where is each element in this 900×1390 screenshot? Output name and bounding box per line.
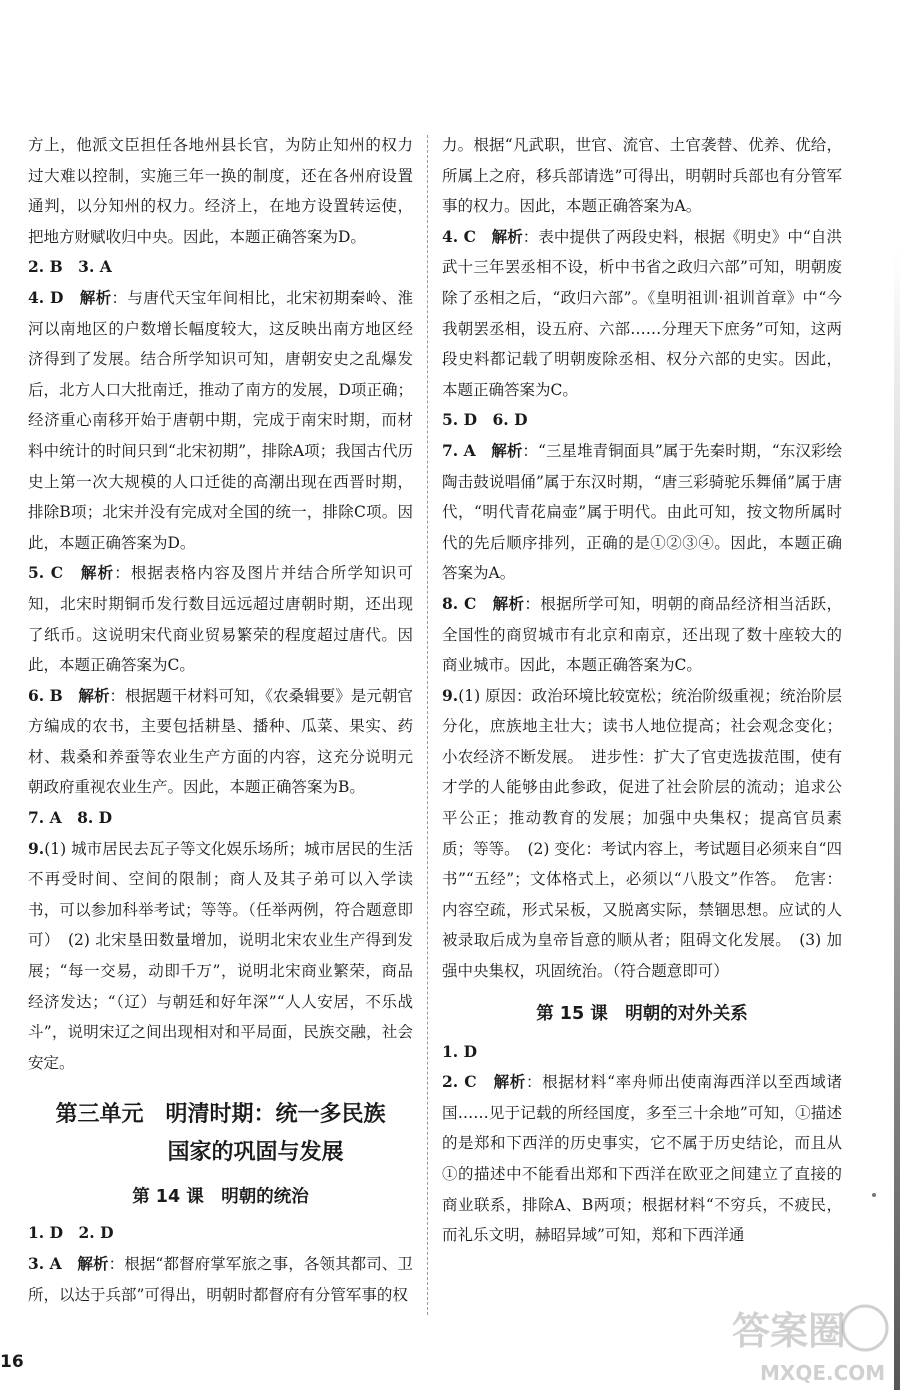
- question-2-answer: [442, 1067, 842, 1251]
- answer-number: 3. A: [28, 1254, 62, 1273]
- analysis-text: ：与唐代天宝年间相比，北宋初期秦岭、淮河以南地区的户数增长幅度较大，这反映出南方地区经济得到了发展。结合所学知识可知，唐朝安史之乱爆发后，北方人口大批南迁，推动了南方的发展，D项正确；经济重心南移开始于唐朝中期，完成于南宋时期，而材料中统计的时间只到“北宋初期”，排除A项；我国古代历史上第一次大规模的人口迁徙的高潮出现在西晋时期，排除B项；北宋并没有完成对全国的统一，排除C项。因此，本题正确答案为D。: [28, 288, 413, 552]
- analysis-label: 解析: [492, 593, 525, 613]
- answer-numbers: 1. D 2. D: [28, 1223, 114, 1243]
- analysis-text: ：“三星堆青铜面具”属于先秦时期，“东汉彩绘陶击鼓说唱俑”属于东汉时期，“唐三彩骑驼乐舞俑”属于唐代，“明代青花扁壶”属于明代。由此可知，按文物所属时代的先后顺序排列，正确的是①②③④。因此，本题正确答案为A。: [442, 441, 842, 583]
- answer-number: 9.: [442, 685, 459, 705]
- question-7-answer: [442, 436, 842, 589]
- left-column: [28, 130, 413, 1310]
- unit-title-line-2: 国家的巩固与发展: [167, 1140, 344, 1166]
- answer-text: (1) 原因：政治环境比较宽松；统治阶级重视；统治阶层分化，庶族地主壮大；读书人地位提高；社会观念变化；小农经济不断发展。 进步性：扩大了官吏选拔范围，使有才学的人能够由此参政，促进了社会阶层的流动；追求公平公正；推动教育的发展；加强中央集权；提高官员素质；等等。 (2) 变化：考试内容上，考试题目必须来自“四书”“五经”；文体格式上，必须以“八股文”作答。 危害：内容空疏，形式呆板，又脱离实际，禁锢思想。应试的人被录取后成为皇帝旨意的顺从者；阻碍文化发展。 (3) 加强中央集权，巩固统治。（符合题意即可）: [442, 686, 842, 981]
- question-3-answer: [28, 1249, 413, 1310]
- answer-line: [442, 405, 842, 436]
- analysis-text: ：根据题干材料可知，《农桑辑要》是元朝官方编成的农书，主要包括耕垦、播种、瓜菜、果实、药材、栽桑和养蚕等农业生产方面的内容，这充分说明元朝政府重视农业生产。因此，本题正确答案为B。: [28, 686, 413, 797]
- question-6-answer: [28, 681, 413, 803]
- question-4-answer: [28, 283, 413, 558]
- analysis-label: 解析: [78, 685, 110, 705]
- right-column: [442, 130, 842, 1251]
- answer-number: 7. A: [442, 440, 476, 460]
- answer-line: [28, 803, 413, 834]
- margin-dot: [872, 1193, 876, 1197]
- analysis-label: 解析: [493, 1072, 527, 1092]
- answer-line: [442, 1037, 842, 1068]
- page-number: 16: [0, 1352, 24, 1372]
- unit-title: 第三单元 明清时期：统一多民族: [55, 1102, 386, 1128]
- answer-number: 6. B: [28, 685, 63, 705]
- analysis-text: ：根据“都督府掌军旅之事，各领其都司、卫所，以达于兵部”可得出，明朝时都督府有分管军事的权: [28, 1255, 413, 1304]
- watermark-text: 答案圈: [732, 1309, 847, 1353]
- answer-number: 4. D: [28, 287, 64, 307]
- analysis-text: ：表中提供了两段史料，根据《明史》中“自洪武十三年罢丞相不设，析中书省之政归六部”可知，明朝废除了丞相之后，“政归六部”。《皇明祖训·祖训首章》中“今我朝罢丞相，设五府、六部……分理天下庶务”可知，这两段史料都记载了明朝废除丞相、权分六部的史实。因此，本题正确答案为C。: [442, 227, 842, 399]
- answer-numbers: 2. B 3. A: [28, 257, 112, 277]
- analysis-label: 解析: [491, 226, 523, 246]
- paragraph: 方上，他派文臣担任各地州县长官，为防止知州的权力过大难以控制，实施三年一换的制度，还在各州府设置通判，以分知州的权力。经济上，在地方设置转运使，把地方财赋收归中央。因此，本题正确答案为D。: [28, 136, 413, 246]
- analysis-text: ：根据所学可知，明朝的商品经济相当活跃，全国性的商贸城市有北京和南京，还出现了数十座较大的商业城市。因此，本题正确答案为C。: [442, 594, 842, 675]
- answer-number: 8. C: [442, 593, 477, 613]
- answer-number: 9.: [28, 838, 45, 858]
- answer-numbers: 1. D: [442, 1041, 478, 1061]
- answer-numbers: 5. D 6. D: [442, 410, 528, 430]
- analysis-text: ：根据材料“率舟师出使南海西洋以至西域诸国……见于记载的所经国度，多至三十余地”可知，①描述的是郑和下西洋的历史事实，它不属于历史结论，而且从①的描述中不能看出郑和下西洋在欧亚之间建立了直接的商业联系，排除A、B两项；根据材料“不穷兵，不疲民，而礼乐文明，赫昭异域”可知，郑和下西洋通: [442, 1073, 842, 1245]
- question-4-answer: [442, 222, 842, 406]
- analysis-label: 解析: [79, 287, 112, 307]
- watermark-url: MXQE.COM: [760, 1361, 886, 1385]
- lesson-title: 第 14 课 明朝的统治: [132, 1187, 309, 1208]
- analysis-text: ：根据表格内容及图片并结合所学知识可知，北宋时期铜币发行数目远远超过唐朝时期，还出现了纸币。这说明宋代商业贸易繁荣的程度超过唐代。因此，本题正确答案为C。: [28, 564, 413, 675]
- question-8-answer: [442, 589, 842, 681]
- paragraph: 力。根据“凡武职，世官、流官、土官袭替、优养、优给，所属上之府，移兵部请选”可得出，明朝时兵部也有分管军事的权力。因此，本题正确答案为A。: [442, 136, 842, 216]
- answer-number: 4. C: [442, 226, 476, 246]
- answer-text: (1) 城市居民去瓦子等文化娱乐场所；城市居民的生活不再受时间、空间的限制；商人及其子弟可以入学读书，可以参加科举考试；等等。（任举两例，符合题意即可） (2) 北宋垦田数量增加，说明北宋农业生产得到发展；“每一交易，动即千万”，说明北宋商业繁荣，商品经济发达；“（辽）与朝廷和好年深”“人人安居，不乐战斗”，说明宋辽之间出现相对和平局面，民族交融，社会安定。: [28, 839, 413, 1072]
- watermark-logo: [730, 1300, 895, 1385]
- page-edge-shadow: [894, 250, 900, 1390]
- lesson-title: 第 15 课 明朝的对外关系: [536, 1003, 748, 1024]
- answer-line: [28, 252, 413, 283]
- answer-number: 2. C: [442, 1072, 477, 1092]
- answer-numbers: 7. A 8. D: [28, 808, 113, 828]
- answer-number: 5. C: [28, 563, 64, 583]
- column-divider: [427, 135, 428, 1315]
- analysis-label: 解析: [491, 440, 523, 460]
- question-9-answer: [442, 681, 842, 987]
- analysis-label: 解析: [80, 563, 115, 583]
- question-5-answer: [28, 558, 413, 680]
- answer-line: [28, 1218, 413, 1249]
- analysis-label: 解析: [77, 1254, 109, 1273]
- question-9-answer: [28, 834, 413, 1079]
